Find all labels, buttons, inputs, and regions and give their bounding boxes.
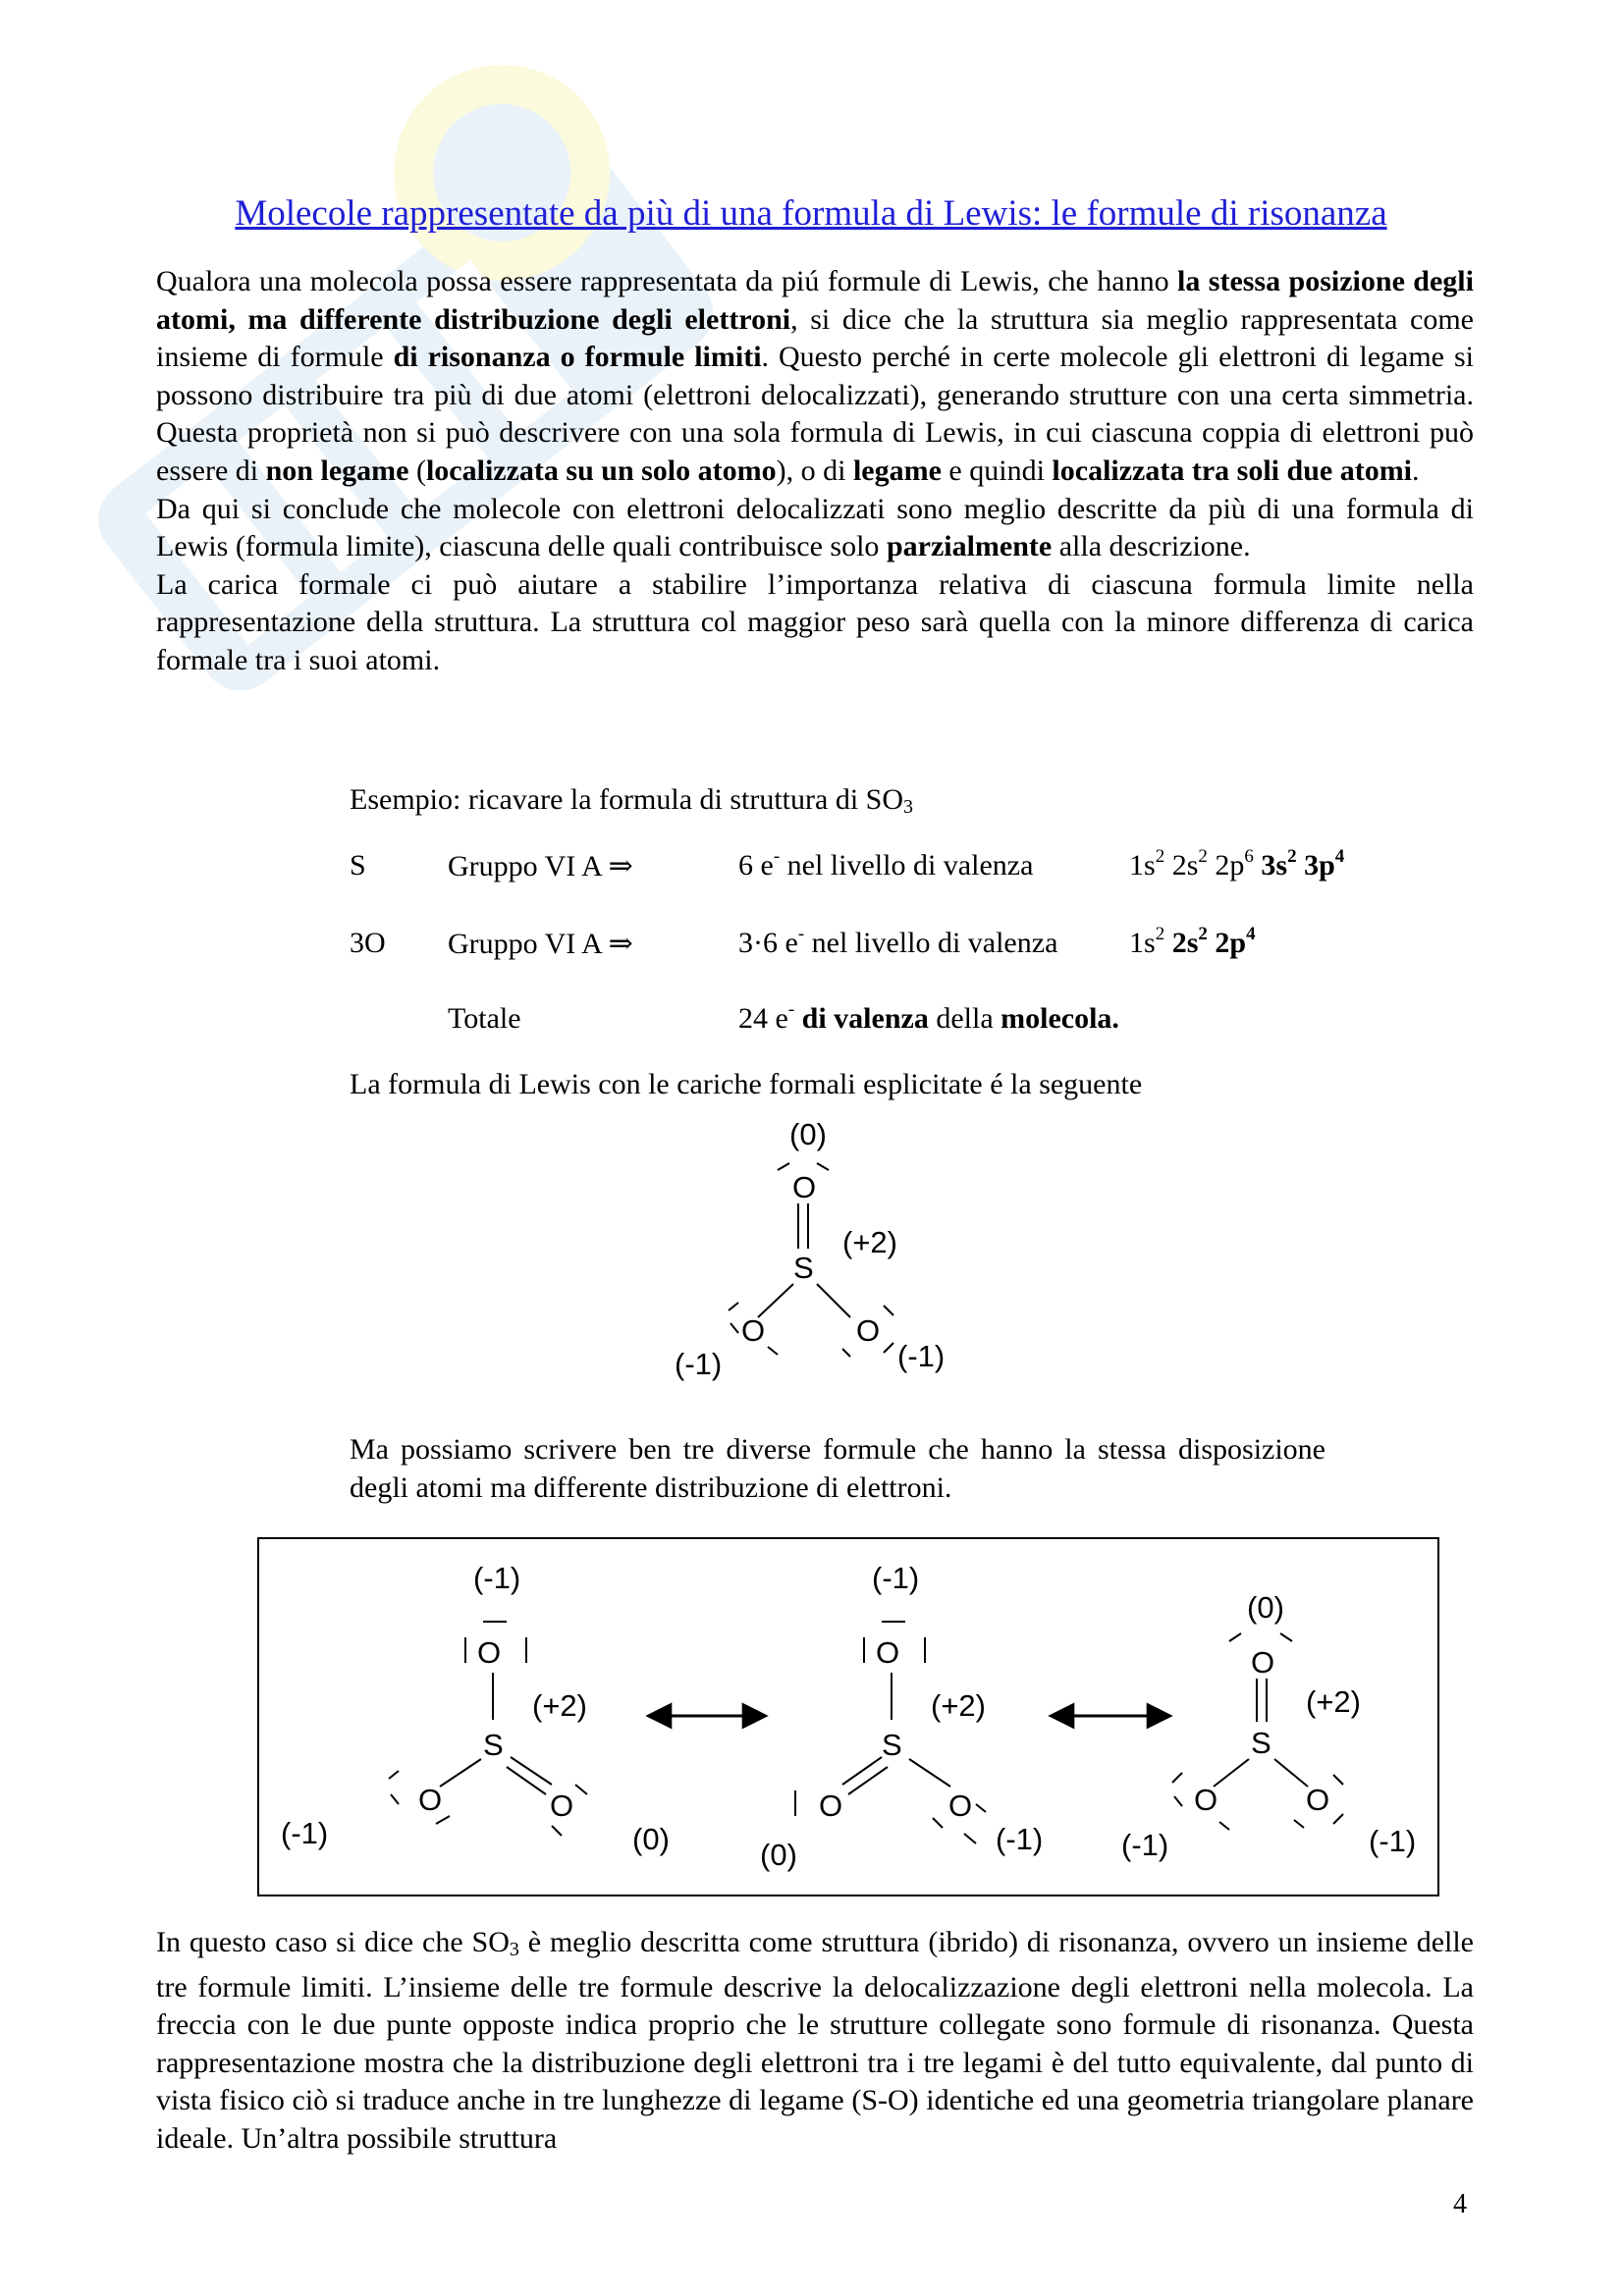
charge-top-o: (0) — [1247, 1590, 1284, 1625]
charge-s: (+2) — [842, 1225, 897, 1259]
page-number: 4 — [1453, 2189, 1467, 2219]
page-title[interactable]: Molecole rappresentate da più di una formula di Lewis: le formule di risonanza — [235, 193, 1387, 234]
orbital-term: 1s — [1129, 927, 1156, 959]
atom-s: S — [1251, 1726, 1271, 1760]
row1-configuration — [1129, 846, 1345, 882]
charge-top-o: (-1) — [872, 1561, 920, 1595]
example-heading: Esempio: ricavare la formula di struttura di $SO_3$ — [350, 783, 914, 818]
row2-electrons: 3·6 e- nel livello di valenza — [738, 924, 1058, 959]
charge-s: (+2) — [1306, 1684, 1361, 1719]
row1-electrons: 6 e- nel livello di valenza — [738, 846, 1034, 881]
orbital-term: 2p — [1215, 849, 1245, 881]
implies-arrow-icon: ⇒ — [608, 928, 633, 960]
row1-group: Gruppo VI A ⇒ — [448, 850, 633, 882]
intro-paragraph-2: Da qui si conclude che molecole con elettroni delocalizzati sono meglio descritte da più di una formula di Lewis (formula limite), ciascuna delle quali contribuisce solo parzialmente alla descrizione. — [156, 492, 1474, 563]
resonance-box — [257, 1537, 1439, 1896]
orbital-occupancy: 2 — [1155, 846, 1165, 867]
charge-s: (+2) — [532, 1688, 587, 1723]
orbital-occupancy: 4 — [1334, 846, 1345, 867]
charge-right-o: (-1) — [996, 1822, 1044, 1856]
orbital-occupancy: 2 — [1155, 924, 1165, 944]
charge-right-o: (0) — [632, 1822, 670, 1856]
resonance-structure-2 — [760, 1561, 1043, 1872]
orbital-term: 3p — [1304, 849, 1335, 881]
intro-paragraph-3: La carica formale ci può aiutare a stabilire l’importanza relativa di ciascuna formula limite nella rappresentazione della struttura. La struttura col maggior peso sarà quella con la minore differenza di carica formale tra i suoi atomi. — [156, 567, 1474, 676]
charge-top-o: (0) — [789, 1117, 827, 1151]
orbital-occupancy: 4 — [1246, 924, 1256, 944]
atom-o-right: O — [550, 1789, 574, 1823]
orbital-term: 2s — [1171, 849, 1199, 881]
orbital-occupancy: 6 — [1244, 846, 1254, 867]
atom-s: S — [882, 1728, 902, 1762]
charge-right-o: (-1) — [897, 1339, 946, 1373]
atom-o-top: O — [876, 1635, 900, 1670]
atom-o-left: O — [741, 1313, 766, 1348]
row3-total: 24 e- di valenza della molecola. — [738, 999, 1119, 1035]
caption-2: Ma possiamo scrivere ben tre diverse formule che hanno la stessa disposizione degli atomi ma differente distribuzione di elettroni. — [350, 1433, 1325, 1504]
atom-o-left: O — [819, 1789, 843, 1823]
row2-atom: 3O — [350, 927, 386, 959]
atom-o-left: O — [418, 1783, 443, 1817]
orbital-term: 3s — [1261, 849, 1288, 881]
row2-configuration — [1129, 924, 1256, 960]
charge-left-o: (-1) — [1121, 1828, 1169, 1862]
row3-label: Totale — [448, 1002, 521, 1035]
charge-s: (+2) — [931, 1688, 986, 1723]
row2-group: Gruppo VI A ⇒ — [448, 928, 633, 960]
orbital-term: 1s — [1129, 849, 1156, 881]
orbital-term: 2s — [1171, 927, 1199, 959]
orbital-occupancy: 2 — [1198, 846, 1208, 867]
row1-atom: S — [350, 849, 366, 881]
charge-top-o: (-1) — [473, 1561, 521, 1595]
resonance-structure-3 — [1121, 1590, 1416, 1862]
intro-text — [156, 263, 1474, 680]
atom-o-right: O — [856, 1313, 881, 1348]
atom-s: S — [483, 1728, 504, 1762]
resonance-structure-1 — [281, 1561, 670, 1856]
atom-o-top: O — [1251, 1645, 1275, 1680]
so3-lewis-structure — [648, 1109, 972, 1394]
orbital-occupancy: 2 — [1198, 924, 1208, 944]
intro-paragraph-1: Qualora una molecola possa essere rappresentata da piú formule di Lewis, che hanno la stessa posizione degli atomi, ma differente distribuzione degli elettroni, si dice che la struttura sia meglio rappresentata come insieme di formule di risonanza o formule limiti. Questo perché in certe molecole gli elettroni di legame si possono distribuire tra più di due atomi (elettroni delocalizzati), generando strutture con una certa simmetria. Questa proprietà non si può descrivere con una sola formula di Lewis, in cui ciascuna coppia di elettroni può essere di non legame (localizzata su un solo atomo), o di legame e quindi localizzata tra soli due atomi. — [156, 265, 1475, 487]
atom-s: S — [793, 1251, 814, 1285]
lewis-caption: La formula di Lewis con le cariche formali esplicitate é la seguente — [350, 1068, 1143, 1100]
atom-o-top: O — [477, 1635, 502, 1670]
charge-left-o: (-1) — [675, 1347, 723, 1381]
charge-left-o: (0) — [760, 1838, 797, 1872]
atom-o-top: O — [792, 1170, 817, 1204]
orbital-term: 2p — [1215, 927, 1247, 959]
implies-arrow-icon: ⇒ — [608, 850, 633, 882]
charge-left-o: (-1) — [281, 1816, 329, 1850]
charge-right-o: (-1) — [1369, 1824, 1417, 1858]
resonance-structures — [259, 1539, 1437, 1895]
atom-o-left: O — [1194, 1783, 1218, 1817]
atom-o-right: O — [948, 1789, 973, 1823]
conclusion-paragraph: In questo caso si dice che $SO_3$ è meglio descritta come struttura (ibrido) di risonanza, ovvero un insieme delle tre formule limiti. L’insieme delle tre formule descrive la delocalizzazione degli elettroni nella molecola. La freccia con le due punte opposte indica proprio che le strutture collegate sono formule di risonanza. Questa rappresentazione mostra che la distribuzione degli elettroni tra i tre legami è del tutto equivalente, dal punto di vista fisico ciò si traduce anche in tre lunghezze di legame (S-O) identiche ed una geometria triangolare planare ideale. Un’altra possibile struttura — [156, 1926, 1474, 2155]
orbital-occupancy: 2 — [1287, 846, 1297, 867]
atom-o-right: O — [1306, 1783, 1330, 1817]
